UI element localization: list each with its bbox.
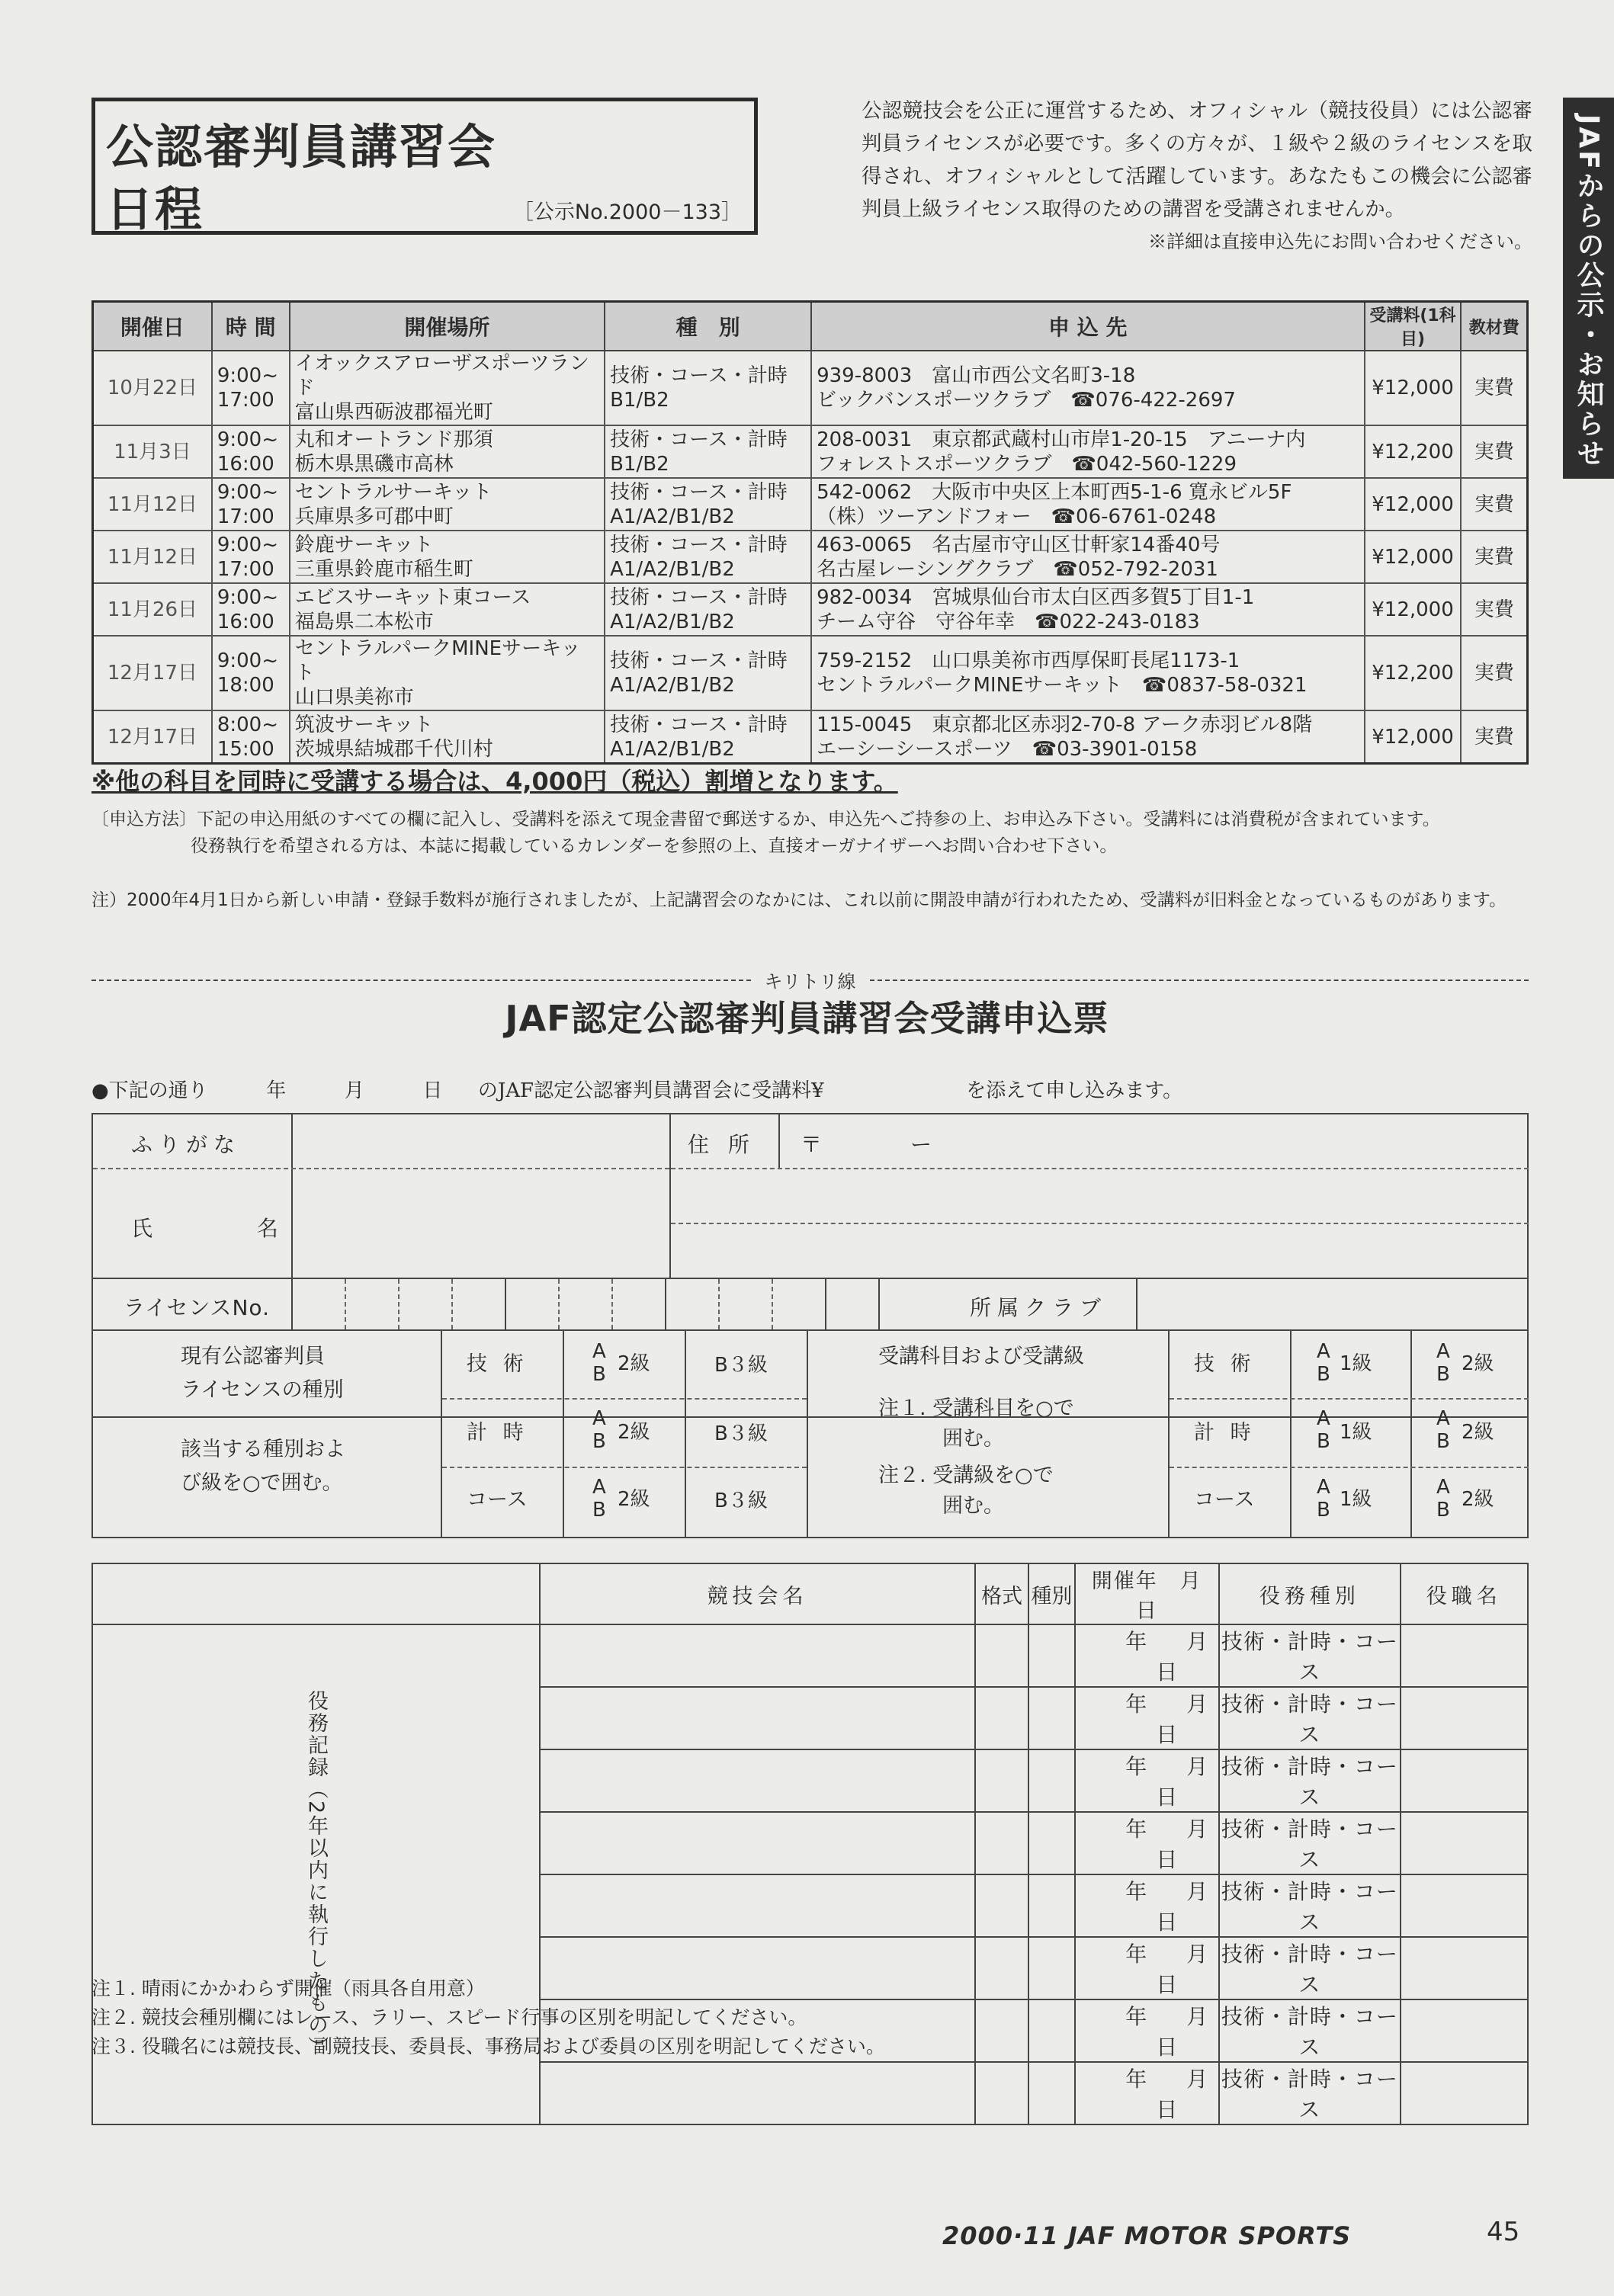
format-cell[interactable] xyxy=(975,1624,1028,1687)
schedule-material: 実費 xyxy=(1461,351,1527,425)
title-box xyxy=(91,98,758,235)
select-timing-grade1: 1級 xyxy=(1340,1421,1372,1444)
page-number: 45 xyxy=(1487,2217,1520,2247)
note2: 注２. 受講級を○で 囲む。 xyxy=(878,1464,1054,1518)
schedule-type: 技術・コース・計時 B1/B2 xyxy=(605,351,811,425)
event-name-cell[interactable] xyxy=(540,1687,975,1749)
schedule-row xyxy=(93,425,1528,478)
club-field[interactable] xyxy=(1138,1279,1529,1329)
category-cell[interactable] xyxy=(1028,1812,1074,1874)
address-label: 住 所 xyxy=(688,1132,756,1157)
schedule-type: 技術・コース・計時 A1/A2/B1/B2 xyxy=(605,710,811,764)
select-timing-grade1-ab[interactable]: A B xyxy=(1317,1407,1330,1453)
apply-line xyxy=(91,1075,1182,1103)
event-name-cell[interactable] xyxy=(540,1624,975,1687)
schedule-row xyxy=(93,478,1528,531)
role-type-cell[interactable]: 技術・計時・コース xyxy=(1219,1999,1400,2062)
address-field[interactable] xyxy=(780,1114,1529,1278)
current-timing-grade2: 2級 xyxy=(618,1421,650,1444)
schedule-contact: 208-0031 東京都武蔵村山市岸1-20-15 アニーナ内 フォレストスポーツクラブ ☎042-560-1229 xyxy=(811,425,1364,478)
schedule-type: 技術・コース・計時 B1/B2 xyxy=(605,425,811,478)
format-cell[interactable] xyxy=(975,1687,1028,1749)
category-cell[interactable] xyxy=(1028,1937,1074,1999)
select-tech-label[interactable]: 技 術 xyxy=(1194,1352,1256,1376)
apply-suffix: を添えて申し込みます。 xyxy=(966,1079,1183,1102)
col-material: 教材費 xyxy=(1461,302,1527,351)
schedule-place: 丸和オートランド那須 栃木県黒磯市高林 xyxy=(290,425,605,478)
name-label: 氏 名 xyxy=(131,1216,327,1241)
schedule-date: 10月22日 xyxy=(93,351,212,425)
role-type-cell[interactable]: 技術・計時・コース xyxy=(1219,1874,1400,1937)
schedule-date: 11月3日 xyxy=(93,425,212,478)
format-cell[interactable] xyxy=(975,2062,1028,2124)
role-type-cell[interactable]: 技術・計時・コース xyxy=(1219,1687,1400,1749)
current-timing-label: 計 時 xyxy=(467,1421,528,1445)
schedule-fee: ¥12,000 xyxy=(1365,710,1462,764)
schedule-contact: 982-0034 宮城県仙台市太白区西多賀5丁目1-1 チーム守谷 守谷年幸 ☎022-243-0183 xyxy=(811,583,1364,636)
notice-number: ［公示No.2000－133］ xyxy=(512,200,742,224)
intro-note: ※詳細は直接申込先にお問い合わせください。 xyxy=(1148,231,1532,252)
method-line-1: 〔申込方法〕下記の申込用紙のすべての欄に記入し、受講料を添えて現金書留で郵送するか、申込先へご持参の上、お申込み下さい。受講料には消費税が含まれています。 xyxy=(91,810,1440,829)
select-tech-grade2-ab[interactable]: A B xyxy=(1436,1340,1450,1386)
col-type: 種 別 xyxy=(605,302,811,351)
schedule-material: 実費 xyxy=(1461,583,1527,636)
club-label: 所属クラブ xyxy=(970,1295,1108,1320)
select-course-grade2: 2級 xyxy=(1462,1488,1494,1511)
schedule-time: 8:00~ 15:00 xyxy=(212,710,290,764)
postal-mark: 〒 xyxy=(801,1132,829,1157)
footnotes xyxy=(91,1974,885,2061)
schedule-fee: ¥12,000 xyxy=(1365,583,1462,636)
current-course-b3[interactable]: B３級 xyxy=(714,1490,768,1512)
schedule-table xyxy=(91,300,1529,765)
format-cell[interactable] xyxy=(975,1937,1028,1999)
event-name-cell[interactable] xyxy=(540,1749,975,1812)
schedule-date: 11月12日 xyxy=(93,478,212,531)
select-course-label[interactable]: コース xyxy=(1194,1488,1255,1512)
schedule-place: 筑波サーキット 茨城県結城郡千代川村 xyxy=(290,710,605,764)
current-timing-ab[interactable]: A B xyxy=(592,1407,606,1453)
schedule-place: セントラルサーキット 兵庫県多可郡中町 xyxy=(290,478,605,531)
schedule-fee: ¥12,200 xyxy=(1365,636,1462,710)
schedule-row xyxy=(93,351,1528,425)
magazine-footer: 2000·11 JAF MOTOR SPORTS xyxy=(942,2221,1352,2250)
footnote-2: 注２. 競技会種別欄にはレース、ラリー、スピード行事の区別を明記してください。 xyxy=(91,2006,807,2028)
footnote-3: 注３. 役職名には競技長、副競技長、委員長、事務局および委員の区別を明記してください。 xyxy=(91,2035,885,2057)
category-cell[interactable] xyxy=(1028,1687,1074,1749)
schedule-material: 実費 xyxy=(1461,710,1527,764)
apply-month: 月 xyxy=(344,1079,364,1102)
cut-line xyxy=(91,967,1529,993)
select-timing-label[interactable]: 計 時 xyxy=(1194,1421,1256,1445)
position-cell[interactable] xyxy=(1401,1937,1528,1999)
schedule-date: 11月12日 xyxy=(93,531,212,583)
col-role-type: 役務種別 xyxy=(1219,1563,1400,1624)
col-date: 開催日 xyxy=(93,302,212,351)
schedule-body xyxy=(93,351,1528,764)
col-place: 開催場所 xyxy=(290,302,605,351)
schedule-contact: 939-8003 富山市西公文名町3-18 ビックバンスポーツクラブ ☎076-422-2697 xyxy=(811,351,1364,425)
schedule-row xyxy=(93,531,1528,583)
select-course-grade1: 1級 xyxy=(1340,1488,1372,1511)
format-cell[interactable] xyxy=(975,1749,1028,1812)
current-course-label: コース xyxy=(467,1488,528,1512)
apply-year: 年 xyxy=(266,1079,287,1102)
event-name-cell[interactable] xyxy=(540,1874,975,1937)
schedule-date: 12月17日 xyxy=(93,636,212,710)
apply-day: 日 xyxy=(422,1079,443,1102)
schedule-row xyxy=(93,636,1528,710)
schedule-type: 技術・コース・計時 A1/A2/B1/B2 xyxy=(605,636,811,710)
col-fee: 受講料(1科目) xyxy=(1365,302,1462,351)
schedule-fee: ¥12,000 xyxy=(1365,351,1462,425)
schedule-type: 技術・コース・計時 A1/A2/B1/B2 xyxy=(605,583,811,636)
format-cell[interactable] xyxy=(975,1874,1028,1937)
schedule-contact: 463-0065 名古屋市守山区廿軒家14番40号 名古屋レーシングクラブ ☎052-792-2031 xyxy=(811,531,1364,583)
category-cell[interactable] xyxy=(1028,1874,1074,1937)
schedule-time: 9:00~ 17:00 xyxy=(212,531,290,583)
col-category: 種別 xyxy=(1028,1563,1074,1624)
role-type-cell[interactable]: 技術・計時・コース xyxy=(1219,1624,1400,1687)
cut-label: キリトリ線 xyxy=(764,971,856,992)
position-cell[interactable] xyxy=(1401,1874,1528,1937)
format-cell[interactable] xyxy=(975,1812,1028,1874)
schedule-material: 実費 xyxy=(1461,531,1527,583)
intro-text xyxy=(862,95,1532,258)
category-cell[interactable] xyxy=(1028,1624,1074,1687)
schedule-time: 9:00~ 17:00 xyxy=(212,351,290,425)
position-cell[interactable] xyxy=(1401,1999,1528,2062)
current-license-label: 現有公認審判員 ライセンスの種別 xyxy=(181,1345,344,1402)
form-title: JAF認定公認審判員講習会受講申込票 xyxy=(505,998,1109,1039)
schedule-place: 鈴鹿サーキット 三重県鈴鹿市稲生町 xyxy=(290,531,605,583)
note1: 注１. 受講科目を○で 囲む。 xyxy=(878,1397,1074,1451)
schedule-date: 12月17日 xyxy=(93,710,212,764)
event-date-cell[interactable]: 年 月日 xyxy=(1075,1687,1220,1749)
schedule-type: 技術・コース・計時 A1/A2/B1/B2 xyxy=(605,531,811,583)
role-type-cell[interactable]: 技術・計時・コース xyxy=(1219,1749,1400,1812)
event-date-cell[interactable]: 年 月日 xyxy=(1075,1749,1220,1812)
event-name-cell[interactable] xyxy=(540,1812,975,1874)
event-date-cell[interactable]: 年 月日 xyxy=(1075,2062,1220,2124)
records-side-label: 役務記録（2年以内に執行したもの） xyxy=(92,1624,540,2124)
event-name-cell[interactable] xyxy=(540,2062,975,2124)
name-field[interactable] xyxy=(293,1169,669,1278)
current-tech-ab[interactable]: A B xyxy=(592,1340,606,1386)
position-cell[interactable] xyxy=(1401,1687,1528,1749)
schedule-contact: 115-0045 東京都北区赤羽2-70-8 アーク赤羽ビル8階 エーシーシースポーツ ☎03-3901-0158 xyxy=(811,710,1364,764)
schedule-material: 実費 xyxy=(1461,425,1527,478)
cut-dash-right xyxy=(870,980,1529,981)
select-course-grade2-ab[interactable]: A B xyxy=(1436,1476,1450,1522)
schedule-fee: ¥12,000 xyxy=(1365,531,1462,583)
footnote-1: 注１. 晴雨にかかわらず開催（雨具各自用意） xyxy=(91,1977,485,1999)
role-type-cell[interactable]: 技術・計時・コース xyxy=(1219,2062,1400,2124)
position-cell[interactable] xyxy=(1401,1812,1528,1874)
position-cell[interactable] xyxy=(1401,1624,1528,1687)
current-tech-label: 技 術 xyxy=(467,1352,528,1376)
page-title-line2: 日程 xyxy=(106,181,204,237)
page-title: 公認審判員講習会 xyxy=(106,119,497,175)
schedule-contact: 759-2152 山口県美祢市西厚保町長尾1173-1 セントラルパークMINEサーキット ☎0837-58-0321 xyxy=(811,636,1364,710)
schedule-date: 11月26日 xyxy=(93,583,212,636)
cut-dash-left xyxy=(91,980,751,981)
license-section xyxy=(91,1329,1529,1538)
schedule-place: イオックスアローザスポーツランド 富山県西砺波郡福光町 xyxy=(290,351,605,425)
event-date-cell[interactable]: 年 月日 xyxy=(1075,1624,1220,1687)
course-select-label: 受講科目および受講級 xyxy=(878,1345,1084,1368)
schedule-contact: 542-0062 大阪市中央区上本町西5-1-6 寛永ビル5F （株）ツーアンドフォー ☎06-6761-0248 xyxy=(811,478,1364,531)
current-timing-b3[interactable]: B３級 xyxy=(714,1422,768,1445)
schedule-time: 9:00~ 18:00 xyxy=(212,636,290,710)
col-format: 格式 xyxy=(975,1563,1028,1624)
schedule-fee: ¥12,200 xyxy=(1365,425,1462,478)
format-cell[interactable] xyxy=(975,1999,1028,2062)
schedule-type: 技術・コース・計時 A1/A2/B1/B2 xyxy=(605,478,811,531)
col-time: 時 間 xyxy=(212,302,290,351)
col-event-date: 開催年 月 日 xyxy=(1075,1563,1220,1624)
surcharge-note: ※他の科目を同時に受講する場合は、4,000円（税込）割増となります。 xyxy=(91,767,898,796)
schedule-fee: ¥12,000 xyxy=(1365,478,1462,531)
circle-instruction: 該当する種別およ び級を○で囲む。 xyxy=(181,1438,345,1495)
schedule-row xyxy=(93,710,1528,764)
apply-prefix: ●下記の通り xyxy=(91,1079,208,1102)
schedule-time: 9:00~ 16:00 xyxy=(212,425,290,478)
intro-body: 公認競技会を公正に運営するため、オフィシャル（競技役員）には公認審判員ライセンスが必要です。多くの方々が、１級や２級のライセンスを取得され、オフィシャルとして活躍しています。あなたもこの機会に公認審判員上級ライセンス取得のための講習を受講されませんか。 xyxy=(862,99,1532,221)
category-cell[interactable] xyxy=(1028,1999,1074,2062)
method-line-2: 役務執行を希望される方は、本誌に掲載しているカレンダーを参照の上、直接オーガナイザーへお問い合わせ下さい。 xyxy=(191,836,1118,856)
col-event-name: 競技会名 xyxy=(540,1563,975,1624)
position-cell[interactable] xyxy=(1401,2062,1528,2124)
furigana-label: ふりがな xyxy=(131,1132,242,1157)
select-course-grade1-ab[interactable]: A B xyxy=(1317,1476,1330,1522)
schedule-material: 実費 xyxy=(1461,478,1527,531)
records-side-head xyxy=(92,1563,540,1624)
category-cell[interactable] xyxy=(1028,1749,1074,1812)
application-method xyxy=(91,806,1540,860)
current-course-grade2: 2級 xyxy=(618,1488,650,1511)
col-position: 役職名 xyxy=(1401,1563,1528,1624)
event-date-cell[interactable]: 年 月日 xyxy=(1075,1999,1220,2062)
furigana-field[interactable] xyxy=(293,1114,669,1168)
schedule-row xyxy=(93,583,1528,636)
postal-dash: ー xyxy=(910,1132,939,1157)
event-date-cell[interactable]: 年 月日 xyxy=(1075,1874,1220,1937)
license-no-label: ライセンスNo. xyxy=(124,1295,270,1320)
select-timing-grade2-ab[interactable]: A B xyxy=(1436,1407,1450,1453)
schedule-time: 9:00~ 17:00 xyxy=(212,478,290,531)
select-tech-grade2: 2級 xyxy=(1462,1352,1494,1375)
schedule-material: 実費 xyxy=(1461,636,1527,710)
schedule-place: エビスサーキット東コース 福島県二本松市 xyxy=(290,583,605,636)
current-tech-grade2: 2級 xyxy=(618,1352,650,1375)
role-type-cell[interactable]: 技術・計時・コース xyxy=(1219,1812,1400,1874)
event-date-cell[interactable]: 年 月日 xyxy=(1075,1812,1220,1874)
fee-note: 注）2000年4月1日から新しい申請・登録手数料が施行されましたが、上記講習会のなかには、これ以前に開設申請が行われたため、受講料が旧料金となっているものがあります。 xyxy=(91,890,1507,910)
current-course-ab[interactable]: A B xyxy=(592,1476,606,1522)
role-type-cell[interactable]: 技術・計時・コース xyxy=(1219,1937,1400,1999)
apply-middle: のJAF認定公認審判員講習会に受講料¥ xyxy=(477,1079,824,1102)
select-tech-grade1: 1級 xyxy=(1340,1352,1372,1375)
schedule-header-row xyxy=(93,302,1528,351)
position-cell[interactable] xyxy=(1401,1749,1528,1812)
select-timing-grade2: 2級 xyxy=(1462,1421,1494,1444)
schedule-place: セントラルパークMINEサーキット 山口県美祢市 xyxy=(290,636,605,710)
event-date-cell[interactable]: 年 月日 xyxy=(1075,1937,1220,1999)
records-row xyxy=(92,1624,1528,1687)
col-contact: 申 込 先 xyxy=(811,302,1364,351)
category-cell[interactable] xyxy=(1028,2062,1074,2124)
side-tab: JAFからの公示・お知らせ xyxy=(1563,98,1614,479)
current-tech-b3[interactable]: B３級 xyxy=(714,1354,768,1377)
schedule-time: 9:00~ 16:00 xyxy=(212,583,290,636)
records-header-row xyxy=(92,1563,1528,1624)
license-no-field[interactable] xyxy=(293,1279,878,1329)
select-tech-grade1-ab[interactable]: A B xyxy=(1317,1340,1330,1386)
